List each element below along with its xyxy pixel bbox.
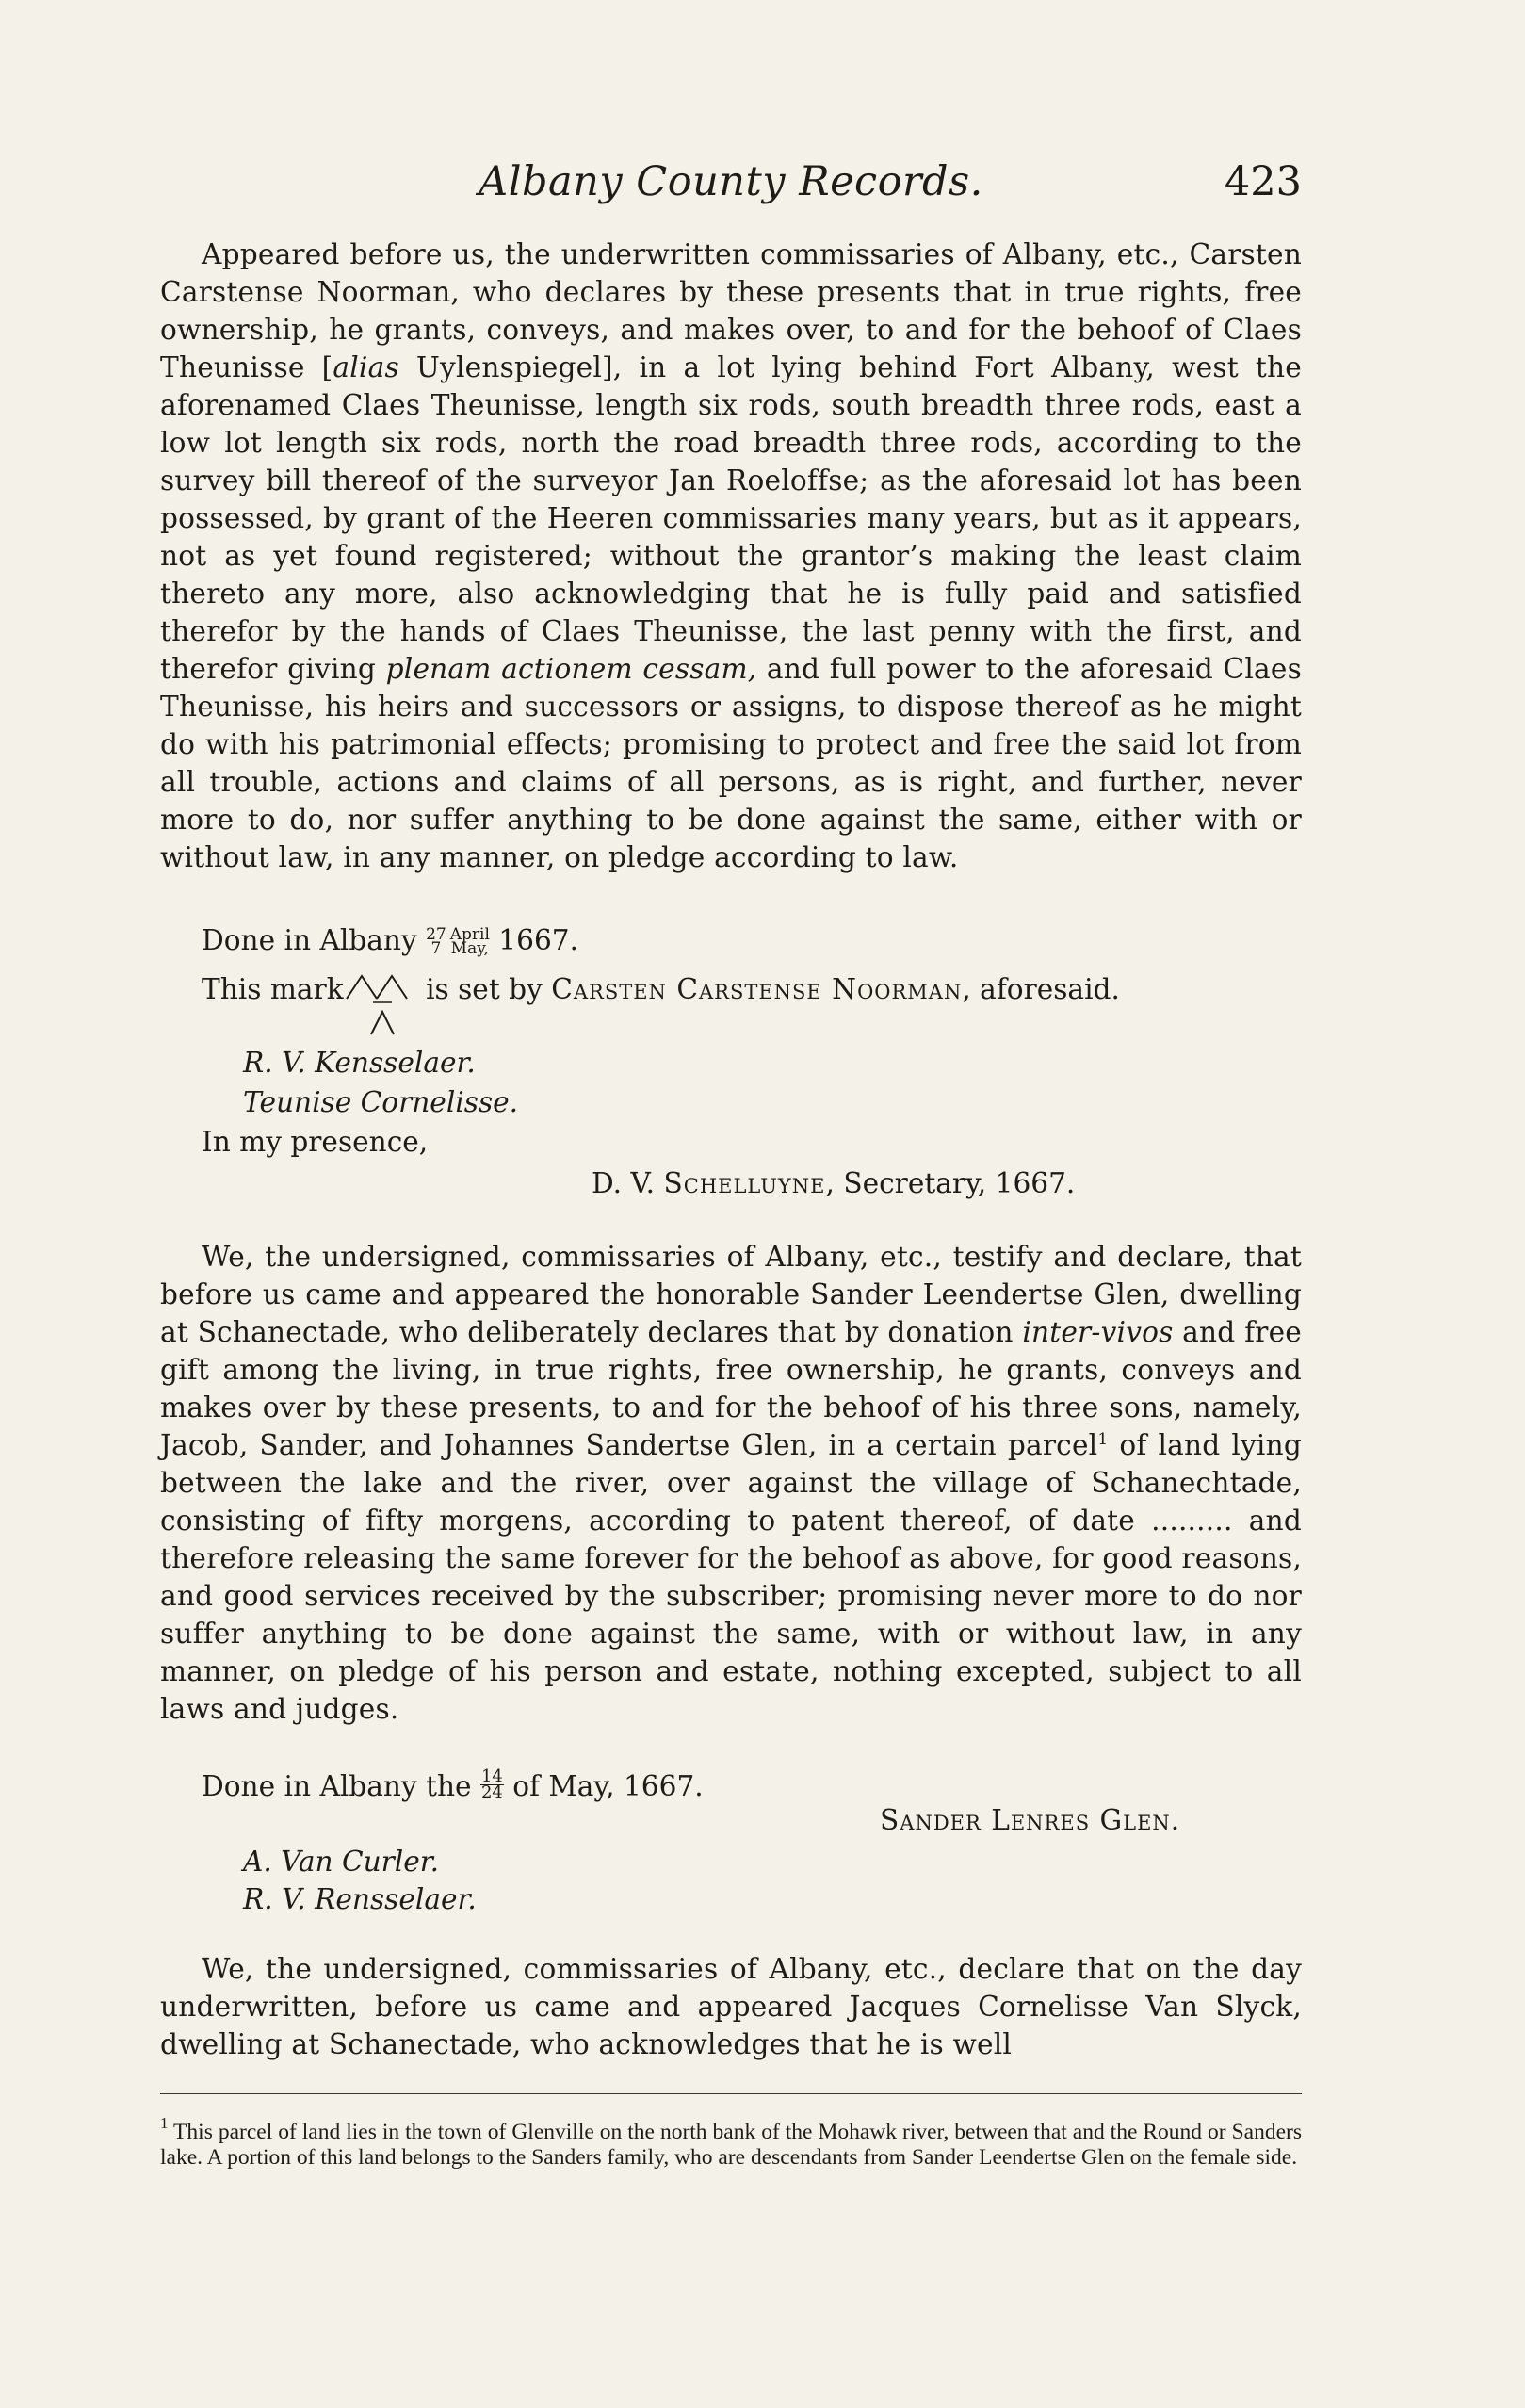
record1-witness-2: Teunise Cornelisse. [243, 1086, 519, 1118]
record1-text-b: Uylenspiegel], in a lot lying behind Fort Albany, west the aforenamed Claes Theunisse, length six rods, south breadth three rods, east a low lot length six rods, north the road breadth three rods, according to the survey bill thereof of the surveyor Jan Roeloffse; as the aforesaid lot has been possessed, by grant of the Heeren commissaries many years, but as it appears, not as yet found registered; without the grantor’s making the least claim thereto any more, also acknowledging that he is fully paid and satisfied therefor by the hands of Claes Theunisse, the last penny with the first, and therefor giving [160, 351, 1302, 685]
date-fraction [480, 1766, 504, 1802]
done-year: 1667. [489, 924, 579, 956]
fraction-numerator: 14 [480, 1766, 503, 1786]
footnote-reference[interactable]: 1 [1097, 1430, 1109, 1449]
done-prefix: Done in Albany the [202, 1770, 480, 1802]
record2-text-c: of land lying between the lake and the river, over against the village of Schanechtade, consisting of fifty morgens, according to patent thereof, of date ......... and therefore releasing the same forever for the behoof as above, for good reasons, and good services received by the subscriber; promising never more to do nor suffer anything to be done against the same, with or without law, in any manner, on pledge of his person and estate, nothing excepted, subject to all laws and judges. [160, 1429, 1303, 1725]
secretary-initials: D. V. [592, 1167, 664, 1199]
record1-text-a: Appeared before us, the underwritten commissaries of Albany, etc., Carsten Carstense Noorman, who declares by these presents that in true rights, free ownership, he grants, conveys, and makes over, to and for the behoof of Claes Theunisse [ [160, 238, 1302, 383]
record1-mark-line [202, 970, 1120, 1008]
page-number: 423 [1224, 158, 1302, 205]
footnote-marker: 1 [160, 2114, 169, 2132]
record1-latin-phrase: plenam actionem cessam, [385, 653, 757, 685]
record1-witness-1: R. V. Kensselaer. [243, 1047, 476, 1079]
done-prefix: Done in Albany [202, 924, 427, 956]
record3-paragraph [160, 1950, 1302, 2063]
record2-paragraph [160, 1238, 1302, 1728]
marker-name: Carsten Carstense Noorman [551, 973, 963, 1005]
secretary-name: Schelluyne [663, 1167, 826, 1199]
date-month-new: May, [450, 939, 489, 958]
record1-presence: In my presence, [202, 1126, 429, 1158]
fraction-denominator: 24 [480, 1782, 503, 1802]
footnote-text: This parcel of land lies in the town of Glenville on the north bank of the Mohawk river, between that and the Round or Sanders lake. A portion of this land belongs to the Sanders family, who are descendants from Sander Leendertse Glen on the female side. [160, 2120, 1302, 2170]
mark-end: , aforesaid. [962, 973, 1120, 1005]
date-day: 27 [426, 925, 446, 944]
date-day-alt: 7 [430, 939, 442, 958]
record1-alias: alias [333, 351, 399, 383]
footnote-divider [160, 2093, 1302, 2094]
record2-signer: Sander Lenres Glen. [880, 1804, 1181, 1836]
record1-done-line [202, 921, 578, 959]
record1-secretary-line [592, 1164, 1075, 1202]
page-header [160, 158, 1302, 215]
record2-text-b: and free gift among the living, in true rights, free ownership, he grants, conveys and makes over by these presents, to and for the behoof of his three sons, namely, Jacob, Sander, and Johannes Sandertse Glen, in a certain parcel [160, 1316, 1302, 1461]
date-fraction [426, 925, 446, 958]
record2-witness-1: A. Van Curler. [243, 1846, 440, 1878]
mark-suffix: is set by [426, 973, 552, 1005]
date-months [449, 925, 490, 958]
record2-witness-2: R. V. Rensselaer. [243, 1883, 477, 1915]
record2-latin-phrase: inter-vivos [1022, 1316, 1174, 1348]
record2-done-line [202, 1767, 704, 1805]
done-suffix: of May, 1667. [503, 1770, 704, 1802]
record3-text: We, the undersigned, commissaries of Albany, etc., declare that on the day underwritten, before us came and appeared Jacques Cornelisse Van Slyck, dwelling at Schanectade, who acknowledges that he is well [160, 1953, 1302, 2060]
running-title: Albany County Records. [479, 158, 983, 205]
signer-mark-glyph [345, 970, 420, 1046]
date-month-old: April [449, 925, 490, 944]
record2-text-a: We, the undersigned, commissaries of Albany, etc., testify and declare, that before us came and appeared the honorable Sander Leendertse Glen, dwelling at Schanectade, who deliberately declares that by donation [160, 1241, 1302, 1348]
record1-paragraph [160, 236, 1302, 876]
record1-text-c: and full power to the aforesaid Claes Theunisse, his heirs and successors or assigns, to dispose thereof as he might do with his patrimonial effects; promising to protect and free the said lot from all trouble, actions and claims of all persons, as is right, and further, never more to do, nor suffer anything to be done against the same, either with or without law, in any manner, on pledge according to law. [160, 653, 1302, 873]
secretary-suffix: , Secretary, 1667. [825, 1167, 1076, 1199]
mark-prefix: This mark [202, 973, 353, 1005]
footnote [160, 2114, 1302, 2171]
